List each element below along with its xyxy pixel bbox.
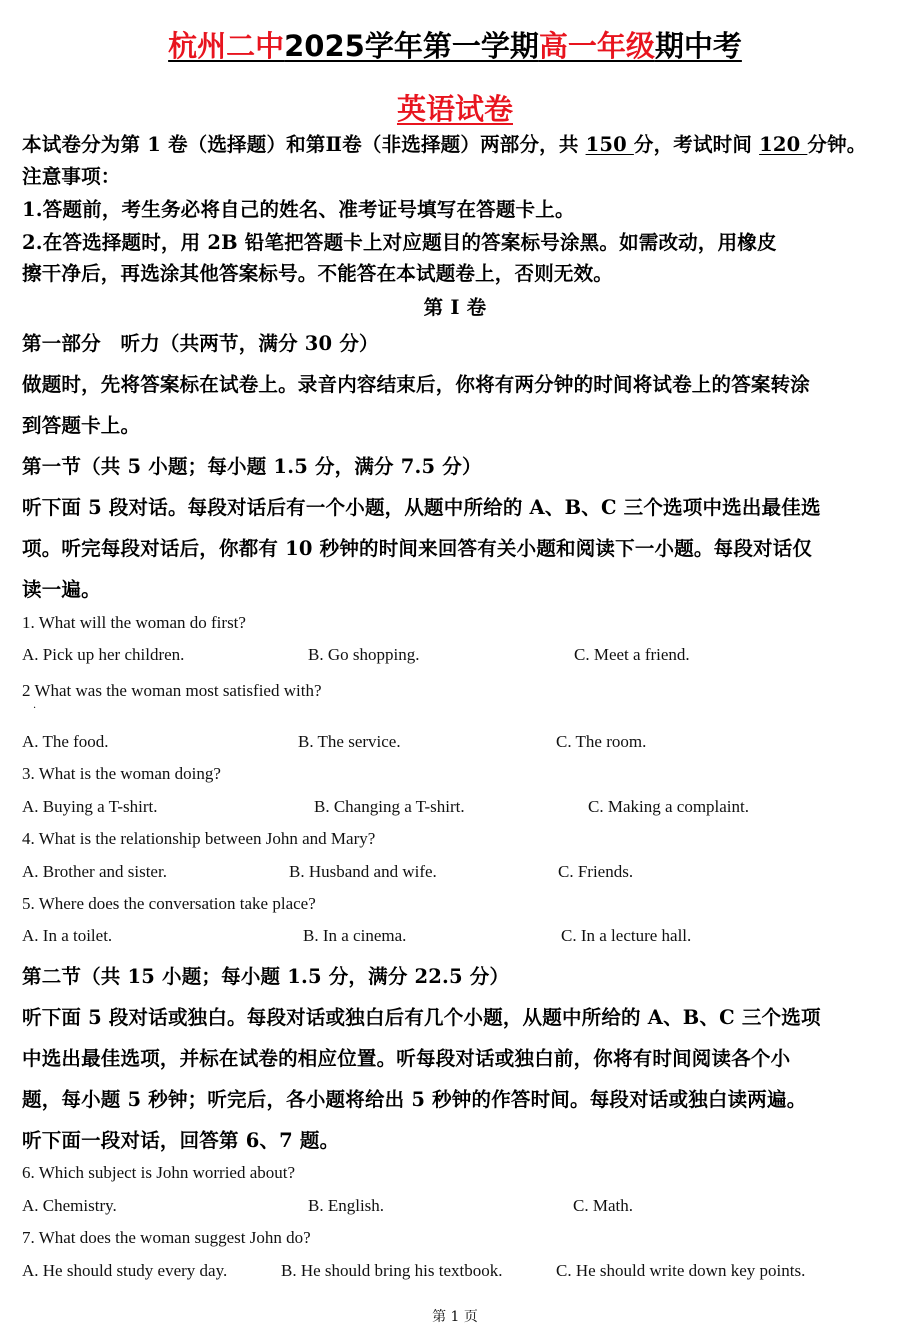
question-5: 5. Where does the conversation take place?	[22, 894, 316, 913]
question-2-option-c: C. The room.	[556, 732, 647, 751]
question-5-option-a: A. In a toilet.	[22, 926, 113, 945]
question-7: 7. What does the woman suggest John do?	[22, 1228, 311, 1247]
section2-heading: 第二节（共 15 小题；每小题 1.5 分，满分 22.5 分）	[22, 965, 510, 988]
school-name: 杭州二中	[168, 29, 285, 63]
part1-instruction-line-1: 做题时，先将答案标在试卷上。录音内容结束后，你将有两分钟的时间将试卷上的答案转涂	[22, 373, 811, 396]
notice-item-2-line-1: 2.在答选择题时，用 2B 铅笔把答题卡上对应题目的答案标号涂黑。如需改动，用橡皮	[22, 231, 777, 254]
section2-instruction-line-1: 听下面 5 段对话或独白。每段对话或独白后有几个小题，从题中所给的 A、B、C 三个选项	[22, 1006, 821, 1029]
question-2: 2 What was the woman most satisfied with?	[22, 681, 322, 700]
question-7-option-a: A. He should study every day.	[22, 1261, 228, 1280]
question-2-option-b: B. The service.	[298, 732, 401, 751]
intro-text-mid: 分，考试时间	[633, 133, 760, 156]
intro-text-pre: 本试卷分为第 1 卷（选择题）和第Ⅱ卷（非选择题）两部分，共	[22, 133, 586, 156]
notice-heading: 注意事项：	[22, 165, 121, 188]
question-1-option-b: B. Go shopping.	[308, 645, 420, 664]
question-4-option-c: C. Friends.	[558, 862, 634, 881]
question-7-option-c: C. He should write down key points.	[556, 1261, 806, 1280]
exam-subtitle: 英语试卷	[396, 92, 513, 126]
stray-dot: .	[33, 700, 37, 711]
exam-title	[0, 26, 910, 66]
question-3-option-a: A. Buying a T-shirt.	[22, 797, 158, 816]
section1-instruction-line-2: 项。听完每段对话后，你都有 10 秒钟的时间来回答有关小题和阅读下一小题。每段对话仅	[22, 537, 813, 560]
question-6: 6. Which subject is John worried about?	[22, 1163, 296, 1182]
exam-time: 120	[759, 133, 808, 156]
grade-name: 高一年级	[538, 29, 655, 63]
section2-instruction-line-3: 题，每小题 5 秒钟；听完后，各小题将给出 5 秒钟的作答时间。每段对话或独白读两遍。	[22, 1088, 807, 1111]
question-1-option-a: A. Pick up her children.	[22, 645, 185, 664]
question-6-option-c: C. Math.	[573, 1196, 633, 1215]
section1-instruction-line-1: 听下面 5 段对话。每段对话后有一个小题，从题中所给的 A、B、C 三个选项中选出最佳选	[22, 496, 821, 519]
notice-item-1: 1.答题前，考生务必将自己的姓名、准考证号填写在答题卡上。	[22, 198, 575, 221]
part1-heading: 第一部分 听力（共两节，满分 30 分）	[22, 332, 379, 355]
total-score: 150	[585, 133, 634, 156]
school-year: 2025学年第一学期	[284, 29, 539, 63]
notice-item-2-line-2: 擦干净后，再选涂其他答案标号。不能答在本试题卷上，否则无效。	[22, 262, 614, 285]
question-3: 3. What is the woman doing?	[22, 764, 221, 783]
part1-instruction-line-2: 到答题卡上。	[22, 414, 141, 437]
question-3-option-c: C. Making a complaint.	[588, 797, 750, 816]
question-1: 1. What will the woman do first?	[22, 613, 246, 632]
question-4-option-a: A. Brother and sister.	[22, 862, 167, 881]
question-3-option-b: B. Changing a T-shirt.	[314, 797, 465, 816]
question-5-option-c: C. In a lecture hall.	[561, 926, 692, 945]
question-4-option-b: B. Husband and wife.	[289, 862, 437, 881]
question-1-option-c: C. Meet a friend.	[574, 645, 690, 664]
section2-sub-instruction: 听下面一段对话，回答第 6、7 题。	[22, 1129, 340, 1152]
section1-instruction-line-3: 读一遍。	[22, 578, 101, 601]
section2-instruction-line-2: 中选出最佳选项，并标在试卷的相应位置。听每段对话或独白前，你将有时间阅读各个小	[22, 1047, 791, 1070]
section1-heading: 第一节（共 5 小题；每小题 1.5 分，满分 7.5 分）	[22, 455, 482, 478]
intro-line	[22, 129, 866, 157]
intro-text-post: 分钟。	[807, 133, 867, 156]
page-number: 第 1 页	[432, 1309, 478, 1325]
question-7-option-b: B. He should bring his textbook.	[281, 1261, 503, 1280]
exam-type: 期中考	[654, 29, 742, 63]
question-6-option-b: B. English.	[308, 1196, 385, 1215]
question-2-option-a: A. The food.	[22, 732, 109, 751]
volume-label: 第 I 卷	[423, 296, 487, 319]
question-4: 4. What is the relationship between John and Mary?	[22, 829, 376, 848]
question-5-option-b: B. In a cinema.	[303, 926, 407, 945]
question-6-option-a: A. Chemistry.	[22, 1196, 117, 1215]
